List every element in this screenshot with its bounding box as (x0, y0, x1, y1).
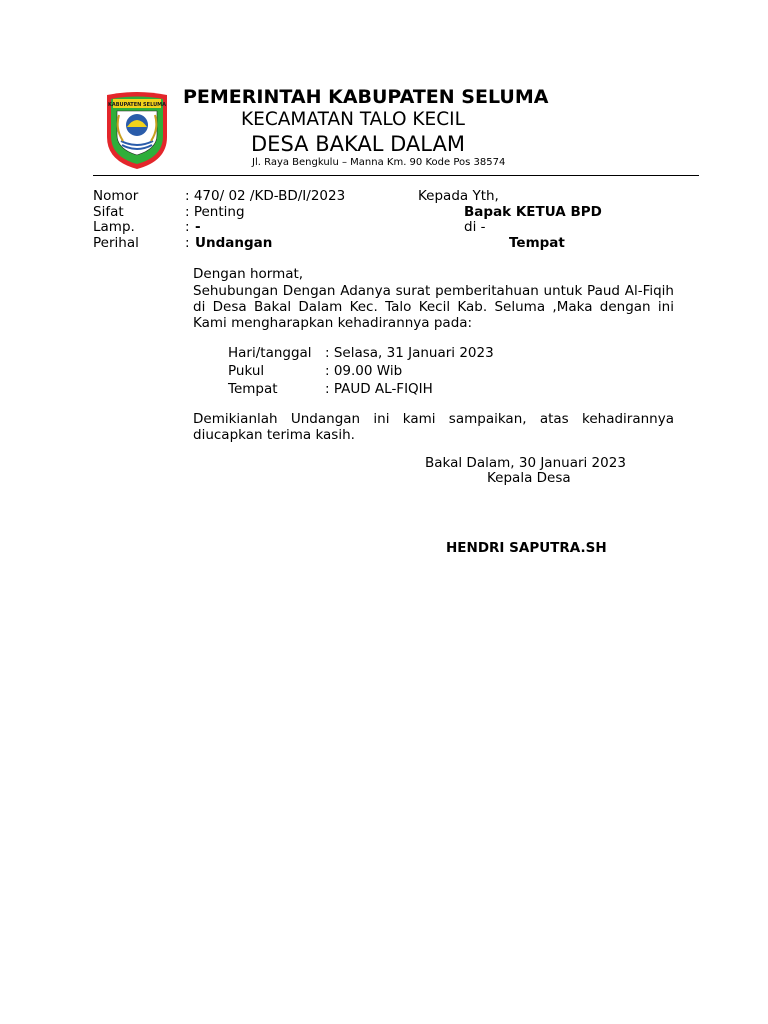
detail-label-date: Hari/tanggal (228, 345, 312, 361)
signature-name: HENDRI SAPUTRA.SH (446, 540, 607, 556)
lampiran-value: - (195, 219, 201, 235)
perihal-label: Perihal (93, 235, 139, 251)
intro-paragraph: Sehubungan Dengan Adanya surat pemberitahuan untuk Paud Al-Fiqih di Desa Bakal Dalam Kec. Talo Kecil Kab. Seluma ,Maka dengan ini Kami mengharapkan kehadirannya pada: (193, 283, 674, 331)
header-government: PEMERINTAH KABUPATEN SELUMA (183, 86, 549, 108)
header-divider (93, 175, 699, 176)
header-village: DESA BAKAL DALAM (251, 132, 465, 156)
emblem-text: KABUPATEN SELUMA (108, 102, 166, 108)
recipient-di: di - (464, 219, 486, 235)
nomor-value: : 470/ 02 /KD-BD/I/2023 (185, 188, 346, 204)
signature-place-date: Bakal Dalam, 30 Januari 2023 (425, 455, 626, 471)
detail-value-date: : Selasa, 31 Januari 2023 (325, 345, 494, 361)
closing-paragraph: Demikianlah Undangan ini kami sampaikan, atas kehadirannya diucapkan terima kasih. (193, 411, 674, 443)
header-district: KECAMATAN TALO KECIL (241, 109, 465, 130)
detail-value-time: : 09.00 Wib (325, 363, 403, 379)
recipient-greeting: Kepada Yth, (418, 188, 499, 204)
sifat-label: Sifat (93, 204, 124, 220)
regency-emblem-icon (103, 91, 171, 171)
header-address: Jl. Raya Bengkulu – Manna Km. 90 Kode Pos 38574 (252, 157, 506, 168)
lampiran-label: Lamp. (93, 219, 135, 235)
detail-label-time: Pukul (228, 363, 265, 379)
perihal-value: Undangan (195, 235, 273, 251)
detail-value-place: : PAUD AL-FIQIH (325, 381, 433, 397)
greeting: Dengan hormat, (193, 266, 304, 282)
recipient-name: Bapak KETUA BPD (464, 204, 602, 220)
signature-title: Kepala Desa (487, 470, 571, 486)
recipient-place: Tempat (509, 235, 565, 251)
nomor-label: Nomor (93, 188, 139, 204)
perihal-colon: : (185, 235, 190, 251)
lampiran-colon: : (185, 219, 190, 235)
sifat-value: : Penting (185, 204, 245, 220)
detail-label-place: Tempat (228, 381, 278, 397)
